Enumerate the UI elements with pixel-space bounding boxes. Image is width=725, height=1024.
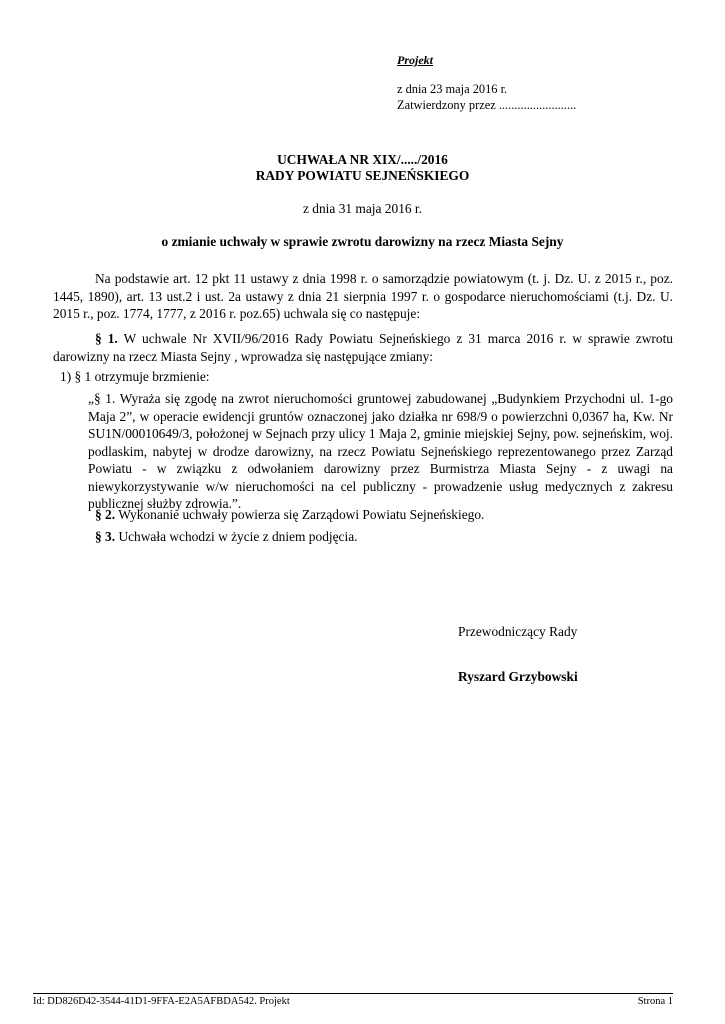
section-3-text: Uchwała wchodzi w życie z dniem podjęcia. xyxy=(115,529,358,544)
point-1: 1) § 1 otrzymuje brzmienie: xyxy=(60,369,210,384)
signature-role: Przewodniczący Rady xyxy=(458,624,578,639)
resolution-number: UCHWAŁA NR XIX/...../2016 xyxy=(277,152,448,167)
resolution-subject: o zmianie uchwały w sprawie zwrotu darowizny na rzecz Miasta Sejny xyxy=(161,234,564,249)
section-1-text: W uchwale Nr XVII/96/2016 Rady Powiatu Sejneńskiego z 31 marca 2016 r. w sprawie zwrotu darowizny na rzecz Miasta Sejny , wprowadza się następujące zmiany: xyxy=(53,331,673,364)
section-1-label: § 1. xyxy=(95,331,118,346)
resolution-date: z dnia 31 maja 2016 r. xyxy=(303,201,422,216)
draft-date: z dnia 23 maja 2016 r. xyxy=(397,82,508,96)
signature-name: Ryszard Grzybowski xyxy=(458,669,578,684)
document-id: Id: DD826D42-3544-41D1-9FFA-E2A5AFBDA542. Projekt xyxy=(33,996,290,1007)
section-3-label: § 3. xyxy=(95,529,116,544)
projekt-label: Projekt xyxy=(397,53,433,67)
section-2 xyxy=(53,506,673,524)
section-2-text: Wykonanie uchwały powierza się Zarządowi Powiatu Sejneńskiego. xyxy=(115,507,485,522)
quoted-amendment: „§ 1. Wyraża się zgodę na zwrot nieruchomości gruntowej zabudowanej „Budynkiem Przychodni ul. 1-go Maja 2”, w operacie ewidencji gruntów oznaczonej jako działka nr 698/9 o powierzchni 0,0367 ha, Kw. Nr SU1N/00010649/3, położonej w Sejnach przy ulicy 1 Maja 2, gminie miejskiej Sejny, pow. sejneńskim, woj. podlaskim, nabytej w drodze darowizny, na rzecz Powiatu Sejneńskiego reprezentowanego przez Zarząd Powiatu - w związku z odwołaniem darowizny przez Burmistrza Miasta Sejny - z uwagi na niewykorzystywanie w/w nieruchomości na cel publiczny - prowadzenie usług medycznych z zakresu publicznej służby zdrowia.”. xyxy=(88,391,673,511)
section-1 xyxy=(53,330,673,365)
section-2-label: § 2. xyxy=(95,507,116,522)
section-3 xyxy=(53,528,673,546)
approved-by: Zatwierdzony przez ......................... xyxy=(397,98,577,112)
page-number: Strona 1 xyxy=(637,996,673,1007)
council-name: RADY POWIATU SEJNEŃSKIEGO xyxy=(255,168,470,183)
preamble: Na podstawie art. 12 pkt 11 ustawy z dnia 1998 r. o samorządzie powiatowym (t. j. Dz. U. z 2015 r., poz. 1445, 1890), art. 13 ust.2 i ust. 2a ustawy z dnia 21 sierpnia 1997 r. o gospodarce nieruchomościami (t.j. Dz. U. 2015 r., poz. 1774, 1777, z 2016 r. poz.65) uchwala się co następuje: xyxy=(53,271,673,321)
footer-divider xyxy=(33,993,673,994)
